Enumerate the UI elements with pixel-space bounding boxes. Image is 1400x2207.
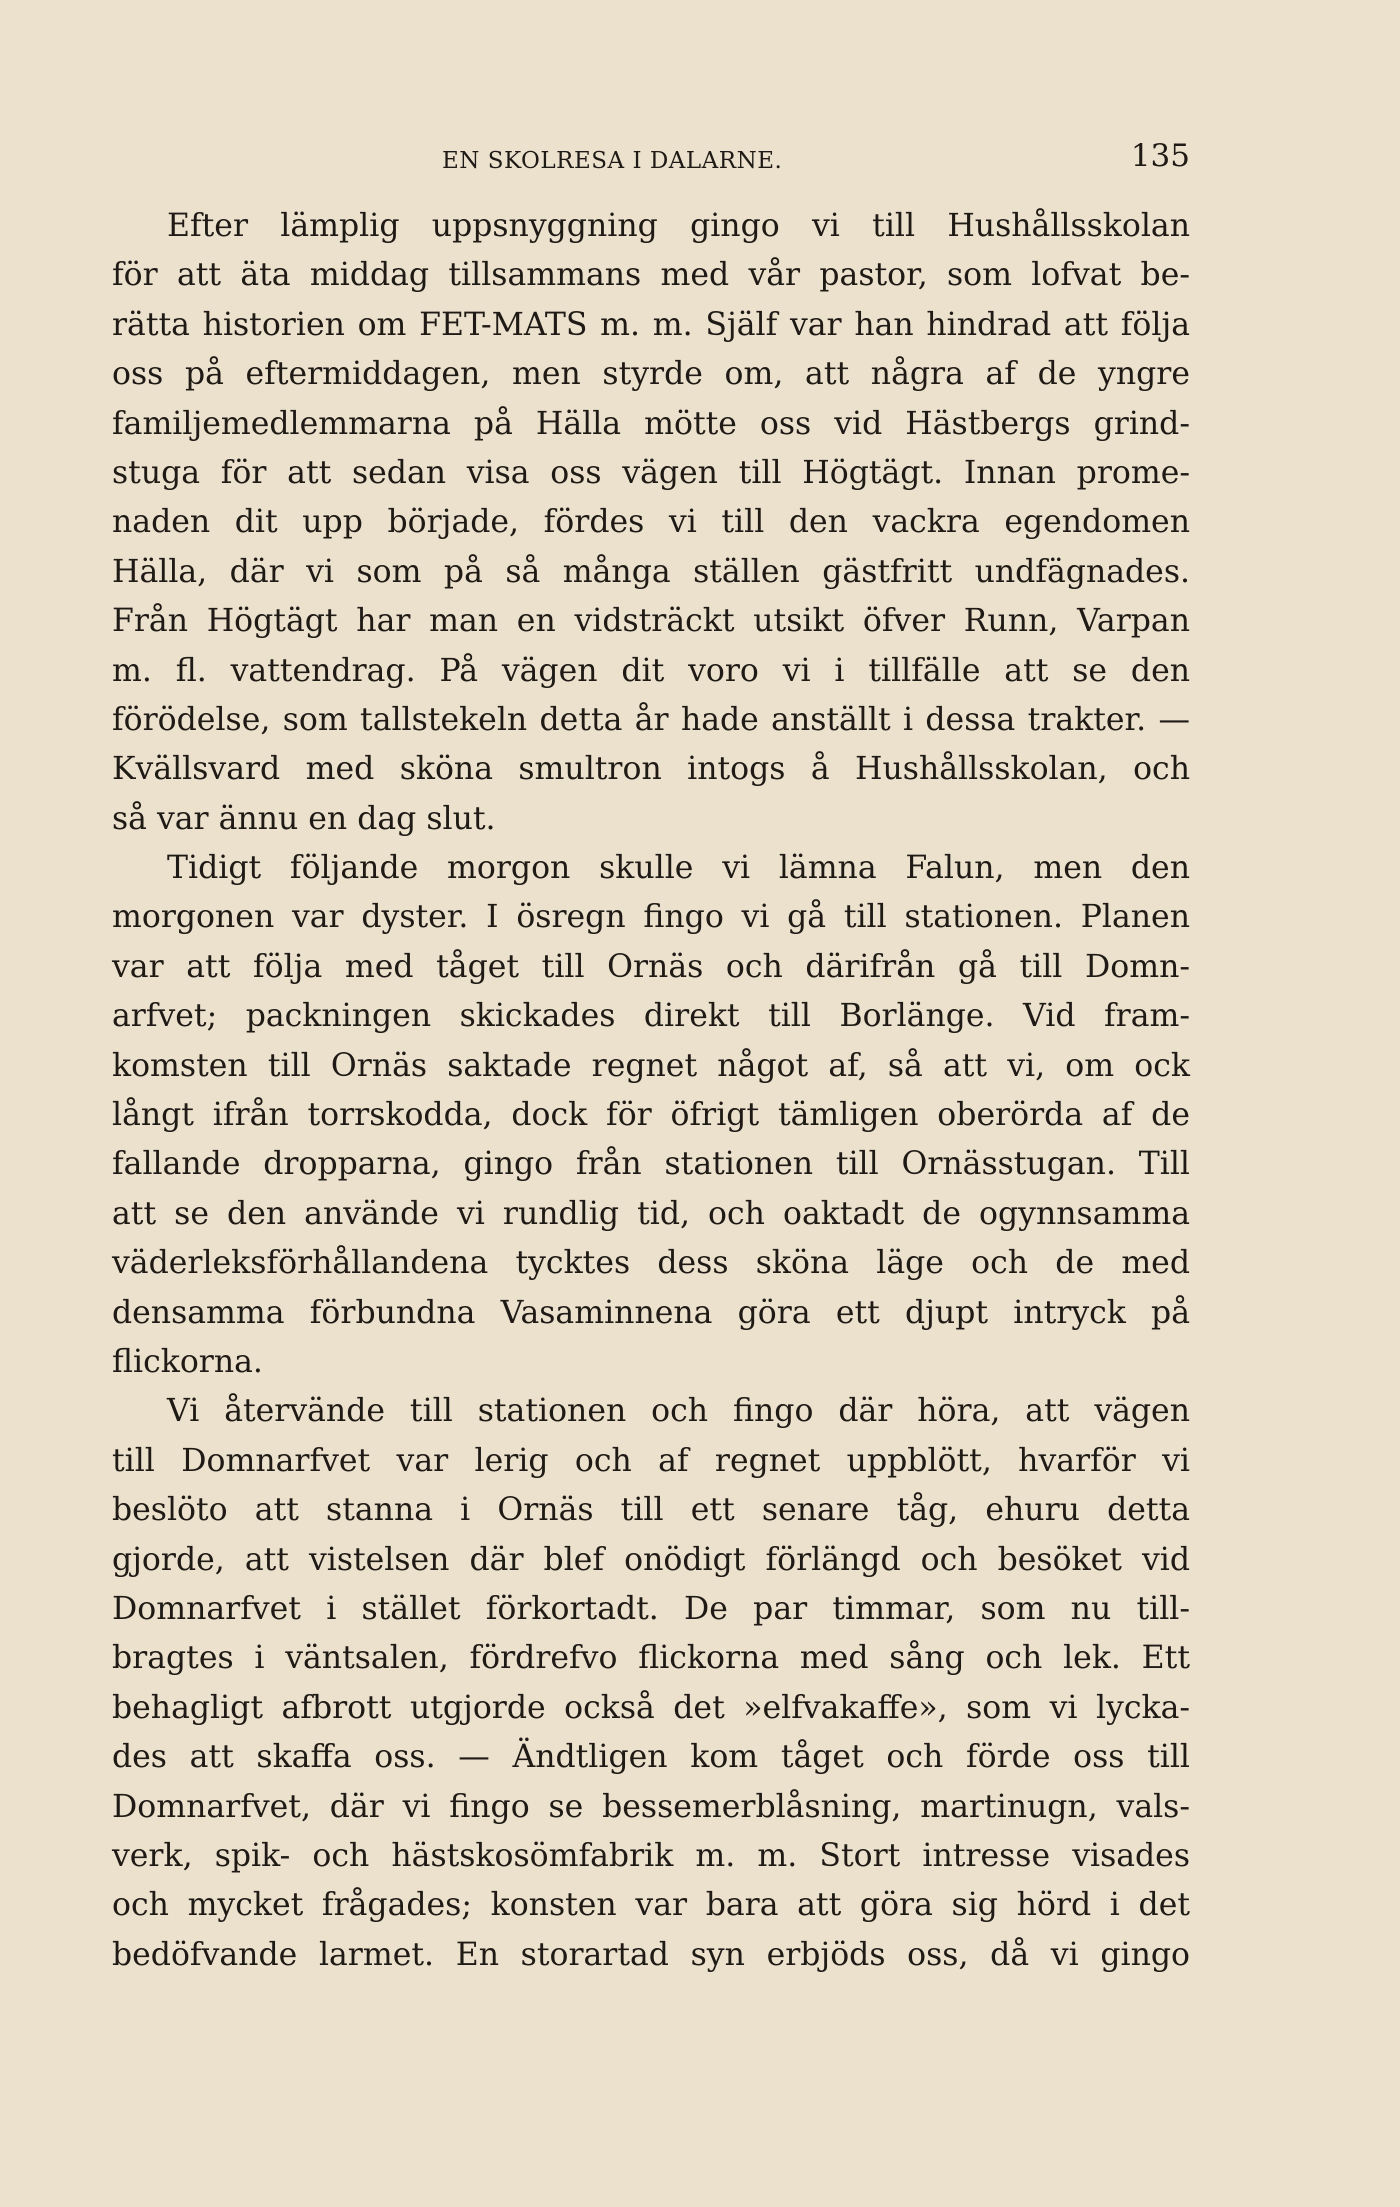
text-line: morgonen var dyster. I ösregn fingo vi gå till stationen. Planen [112,899,1190,936]
text-line: till Domnarfvet var lerig och af regnet uppblött, hvarför vi [112,1442,1190,1479]
text-line: densamma förbundna Vasaminnena göra ett djupt intryck på [112,1294,1190,1331]
text-line: flickorna. [112,1343,263,1380]
text-line: Efter lämplig uppsnyggning gingo vi till Hushållsskolan [167,208,1190,244]
text-line: gjorde, att vistelsen där blef onödigt förlängd och besöket vid [112,1541,1190,1578]
text-line: och mycket frågades; konsten var bara att göra sig hörd i det [112,1887,1190,1924]
text-line: så var ännu en dag slut. [112,800,496,837]
page-header [112,136,1190,186]
text-line: för att äta middag tillsammans med vår pastor, som lofvat be- [112,257,1190,294]
text-line: Domnarfvet, där vi fingo se bessemerblåsning, martinugn, vals- [112,1788,1190,1825]
page-number: 135 [1130,138,1190,174]
running-title: EN SKOLRESA I DALARNE. [442,148,783,174]
text-line: Hälla, där vi som på så många ställen gästfritt undfägnades. [112,553,1190,590]
text-line: rätta historien om FET-MATS m. m. Själf var han hindrad att följa [112,306,1190,343]
text-line: stuga för att sedan visa oss vägen till Högtägt. Innan prome- [112,454,1190,491]
text-line: oss på eftermiddagen, men styrde om, att några af de yngre [112,356,1190,393]
text-line: arfvet; packningen skickades direkt till Borlänge. Vid fram- [112,998,1190,1035]
text-line: des att skaffa oss. — Ändtligen kom tåget och förde oss till [112,1739,1190,1776]
body-text [112,202,1190,1980]
text-line: behagligt afbrott utgjorde också det »elfvakaffe», som vi lycka- [112,1689,1190,1726]
text-line: Domnarfvet i stället förkortadt. De par timmar, som nu till- [112,1590,1190,1627]
text-line: bedöfvande larmet. En storartad syn erbjöds oss, då vi gingo [112,1936,1190,1973]
text-line: Kvällsvard med sköna smultron intogs å Hushållsskolan, och [112,751,1190,788]
text-line: Tidigt följande morgon skulle vi lämna Falun, men den [167,850,1190,887]
text-line: verk, spik- och hästskosömfabrik m. m. Stort intresse visades [112,1837,1190,1874]
text-line: Från Högtägt har man en vidsträckt utsikt öfver Runn, Varpan [112,603,1190,640]
text-line: långt ifrån torrskodda, dock för öfrigt tämligen oberörda af de [112,1097,1190,1134]
text-line: komsten till Ornäs saktade regnet något af, så att vi, om ock [112,1047,1190,1084]
text-line: förödelse, som tallstekeln detta år hade anställt i dessa trakter. — [112,701,1190,738]
text-line: m. fl. vattendrag. På vägen dit voro vi i tillfälle att se den [112,652,1190,689]
text-line: Vi återvände till stationen och fingo där höra, att vägen [167,1393,1190,1430]
text-line: att se den använde vi rundlig tid, och oaktadt de ogynnsamma [112,1195,1190,1232]
text-line: väderleksförhållandena tycktes dess sköna läge och de med [112,1245,1190,1282]
text-line: familjemedlemmarna på Hälla mötte oss vid Hästbergs grind- [112,405,1190,442]
text-line: naden dit upp började, fördes vi till den vackra egendomen [112,504,1190,541]
text-line: bragtes i väntsalen, fördrefvo flickorna med sång och lek. Ett [112,1640,1190,1677]
text-line: beslöto att stanna i Ornäs till ett senare tåg, ehuru detta [112,1492,1190,1529]
text-line: var att följa med tåget till Ornäs och därifrån gå till Domn- [112,948,1190,985]
text-line: fallande dropparna, gingo från stationen till Ornässtugan. Till [112,1146,1190,1183]
